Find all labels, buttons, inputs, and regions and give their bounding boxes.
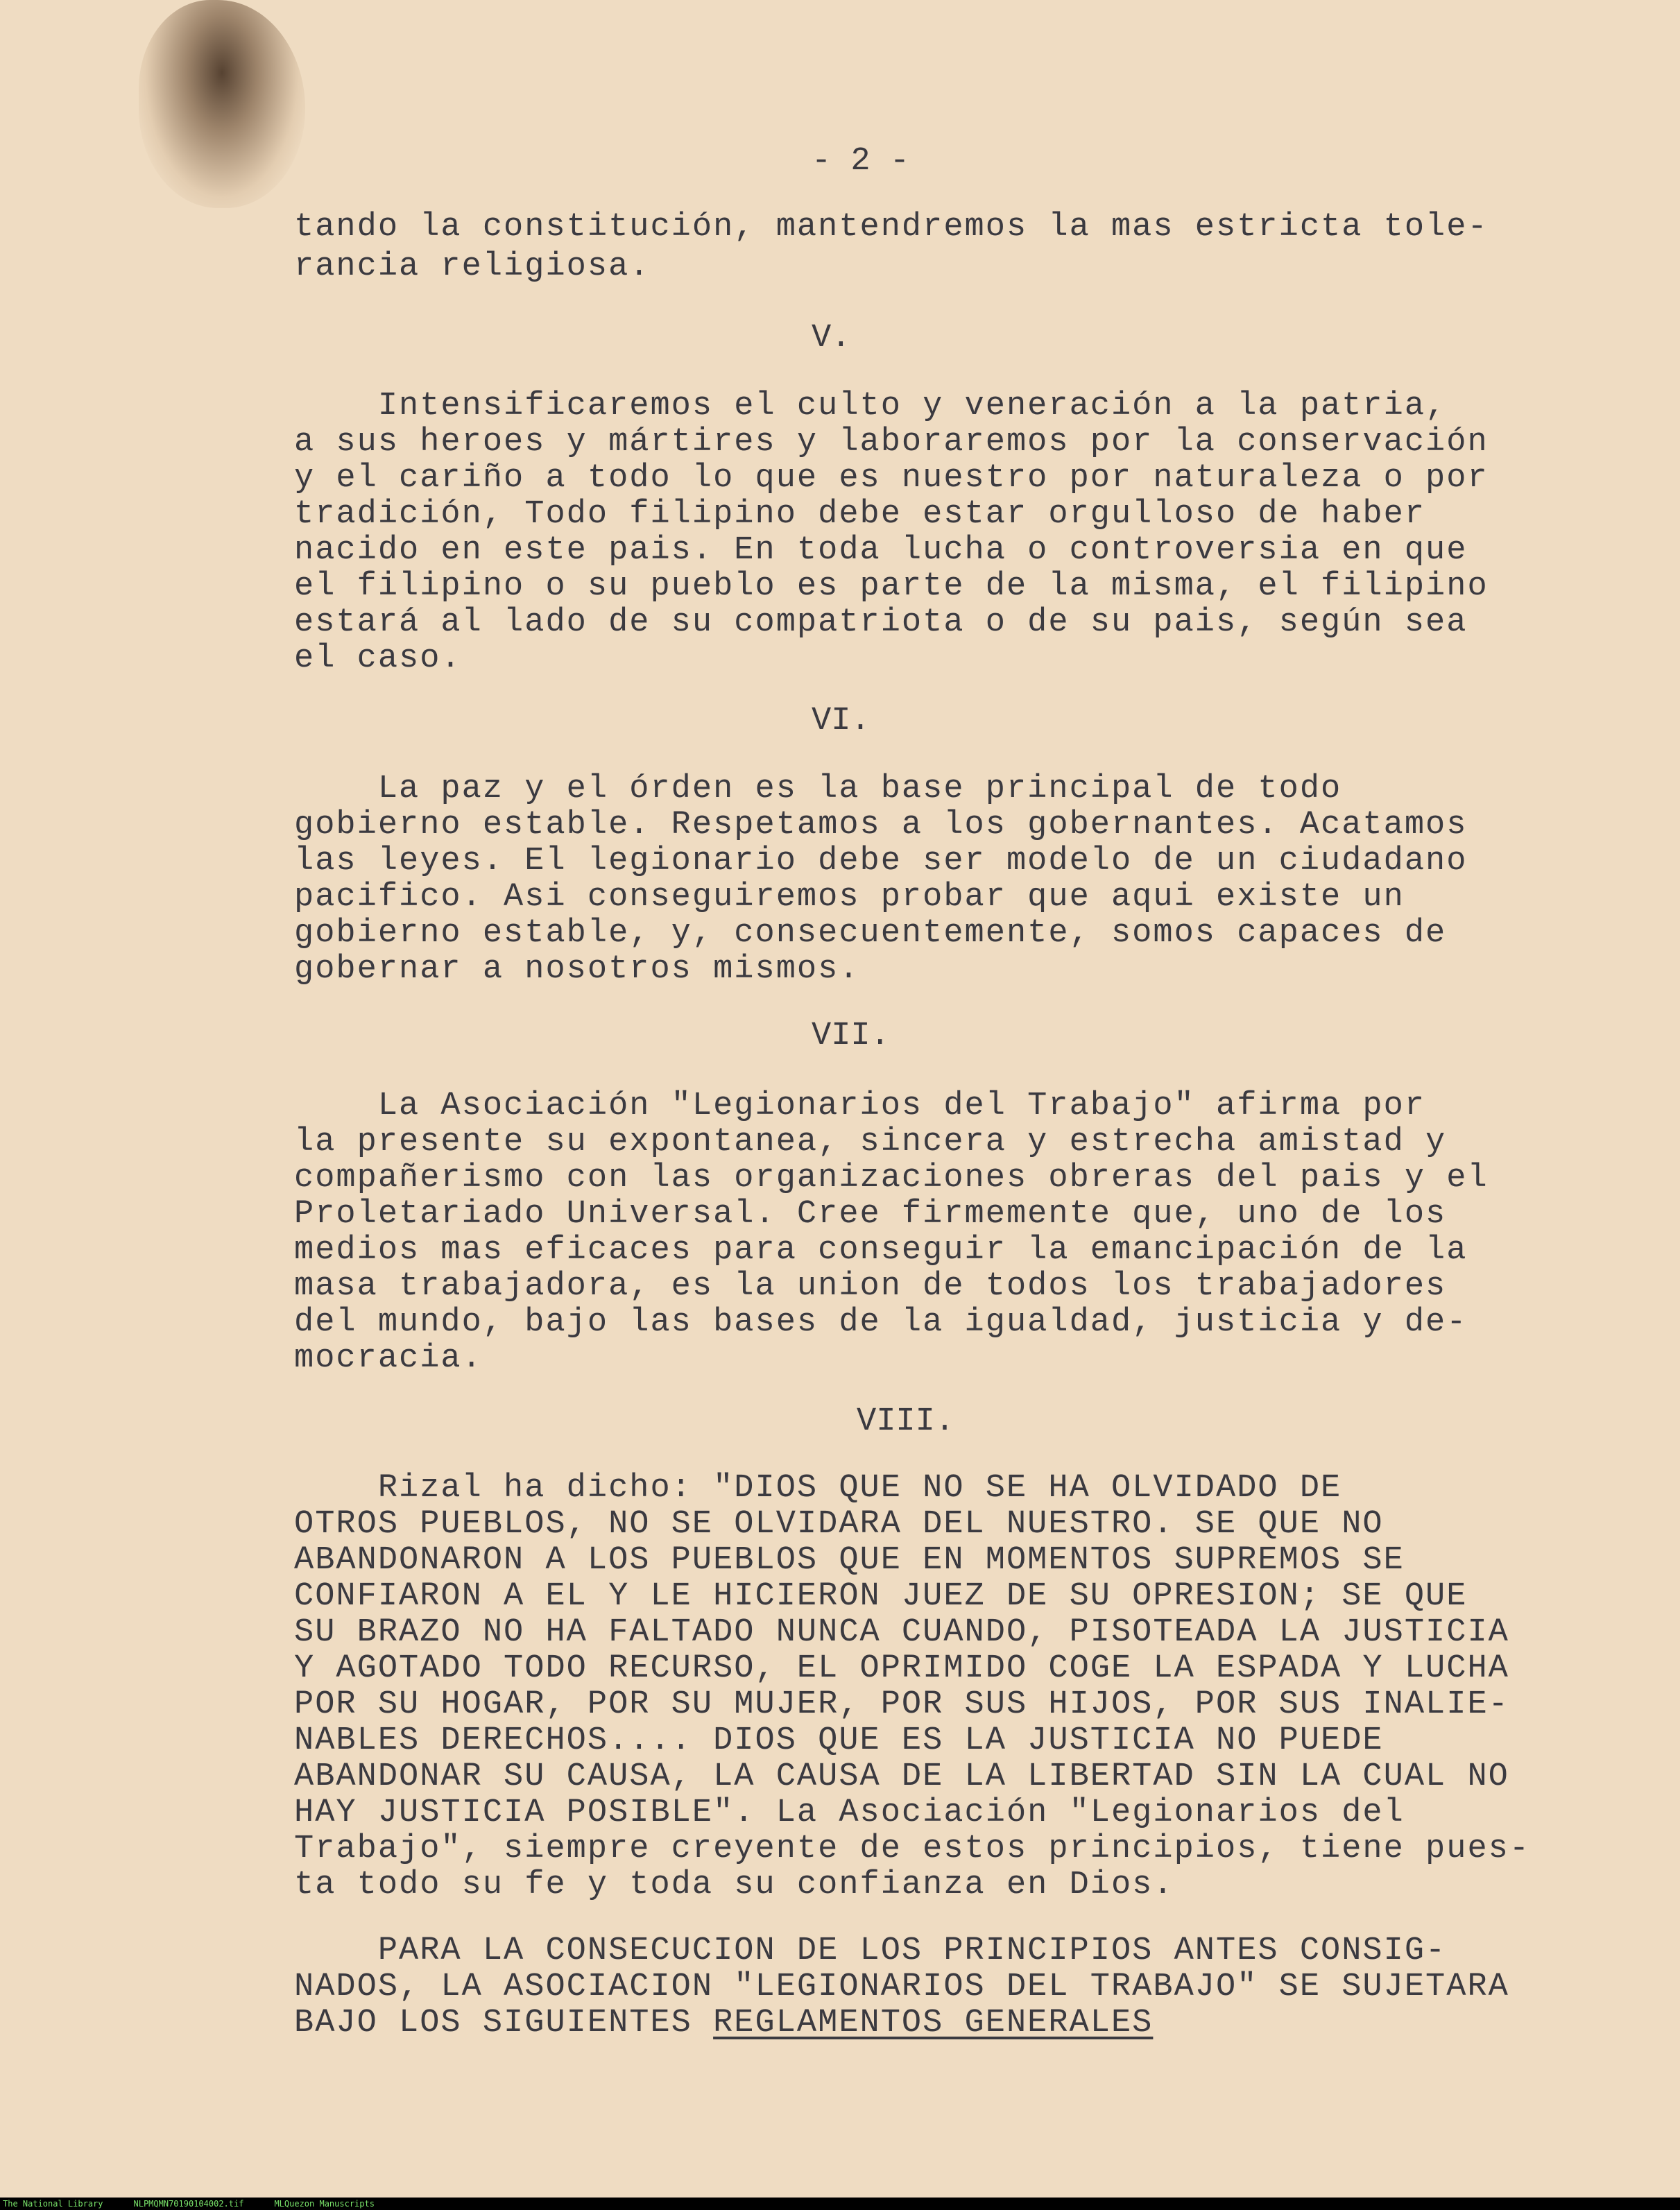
text-line: OTROS PUEBLOS, NO SE OLVIDARA DEL NUESTRO. SE QUE NO [294, 1506, 1384, 1543]
text-line: tando la constitución, mantendremos la mas estricta tole- [294, 209, 1489, 246]
text-line: CONFIARON A EL Y LE HICIERON JUEZ DE SU OPRESION; SE QUE [294, 1578, 1468, 1615]
text-line: la presente su expontanea, sincera y estrecha amistad y [294, 1124, 1447, 1160]
page-number: - 2 - [812, 143, 910, 180]
text-line: el caso. [294, 640, 462, 677]
text-line: estará al lado de su compatriota o de su pais, según sea [294, 604, 1468, 641]
text-line: mocracia. [294, 1340, 483, 1377]
text-line: el filipino o su pueblo es parte de la misma, el filipino [294, 568, 1489, 605]
final-line-prefix: BAJO LOS SIGUIENTES [294, 2005, 714, 2041]
text-line: PARA LA CONSECUCION DE LOS PRINCIPIOS ANTES CONSIG- [294, 1933, 1447, 1969]
text-line: Intensificaremos el culto y veneración a la patria, [294, 388, 1447, 425]
text-line: rancia religiosa. [294, 248, 651, 285]
text-line: y el cariño a todo lo que es nuestro por naturaleza o por [294, 460, 1489, 497]
text-line: Proletariado Universal. Cree firmemente que, uno de los [294, 1196, 1447, 1233]
text-line: POR SU HOGAR, POR SU MUJER, POR SUS HIJOS, POR SUS INALIE- [294, 1686, 1509, 1723]
text-line: del mundo, bajo las bases de la igualdad, justicia y de- [294, 1304, 1468, 1341]
text-line: a sus heroes y mártires y laboraremos por la conservación [294, 424, 1489, 461]
footer-collection: MLQuezon Manuscripts [274, 2199, 375, 2209]
section-heading-vii: VII. [812, 1018, 890, 1054]
text-line: compañerismo con las organizaciones obreras del pais y el [294, 1160, 1489, 1197]
text-line: gobierno estable. Respetamos a los gobernantes. Acatamos [294, 807, 1468, 843]
text-line: masa trabajadora, es la union de todos los trabajadores [294, 1268, 1447, 1305]
text-line: medios mas eficaces para conseguir la emancipación de la [294, 1232, 1468, 1269]
footer-file-name: NLPMQMN70190104002.tif [133, 2199, 244, 2209]
text-line: Rizal ha dicho: "DIOS QUE NO SE HA OLVIDADO DE [294, 1470, 1342, 1507]
text-line: Y AGOTADO TODO RECURSO, EL OPRIMIDO COGE LA ESPADA Y LUCHA [294, 1650, 1509, 1687]
text-line: las leyes. El legionario debe ser modelo de un ciudadano [294, 843, 1468, 880]
text-line: NABLES DERECHOS.... DIOS QUE ES LA JUSTICIA NO PUEDE [294, 1722, 1384, 1759]
section-heading-vi: VI. [812, 703, 871, 739]
text-line: gobernar a nosotros mismos. [294, 951, 860, 988]
text-line: ABANDONAR SU CAUSA, LA CAUSA DE LA LIBERTAD SIN LA CUAL NO [294, 1758, 1509, 1795]
text-line: La Asociación "Legionarios del Trabajo" afirma por [294, 1088, 1426, 1124]
text-line: pacifico. Asi conseguiremos probar que aqui existe un [294, 879, 1405, 916]
text-line: tradición, Todo filipino debe estar orgulloso de haber [294, 496, 1426, 533]
text-line: Trabajo", siempre creyente de estos principios, tiene pues- [294, 1831, 1531, 1867]
text-line: SU BRAZO NO HA FALTADO NUNCA CUANDO, PISOTEADA LA JUSTICIA [294, 1614, 1509, 1651]
text-line: ta todo su fe y toda su confianza en Dios. [294, 1867, 1174, 1903]
underlined-heading: REGLAMENTOS GENERALES [713, 2005, 1154, 2041]
text-line: nacido en este pais. En toda lucha o controversia en que [294, 532, 1468, 569]
footer-institution: The National Library [3, 2199, 103, 2209]
text-line: La paz y el órden es la base principal de todo [294, 771, 1342, 807]
section-heading-viii: VIII. [857, 1403, 955, 1440]
closing-final-line [294, 2004, 1153, 2043]
text-line: NADOS, LA ASOCIACION "LEGIONARIOS DEL TRABAJO" SE SUJETARA [294, 1969, 1509, 2005]
ink-stain [139, 0, 305, 208]
text-line: gobierno estable, y, consecuentemente, somos capaces de [294, 915, 1447, 952]
text-line: HAY JUSTICIA POSIBLE". La Asociación "Legionarios del [294, 1794, 1405, 1831]
section-heading-v: V. [812, 320, 851, 357]
scan-footer [0, 2198, 1680, 2210]
text-line: ABANDONARON A LOS PUEBLOS QUE EN MOMENTOS SUPREMOS SE [294, 1542, 1405, 1579]
